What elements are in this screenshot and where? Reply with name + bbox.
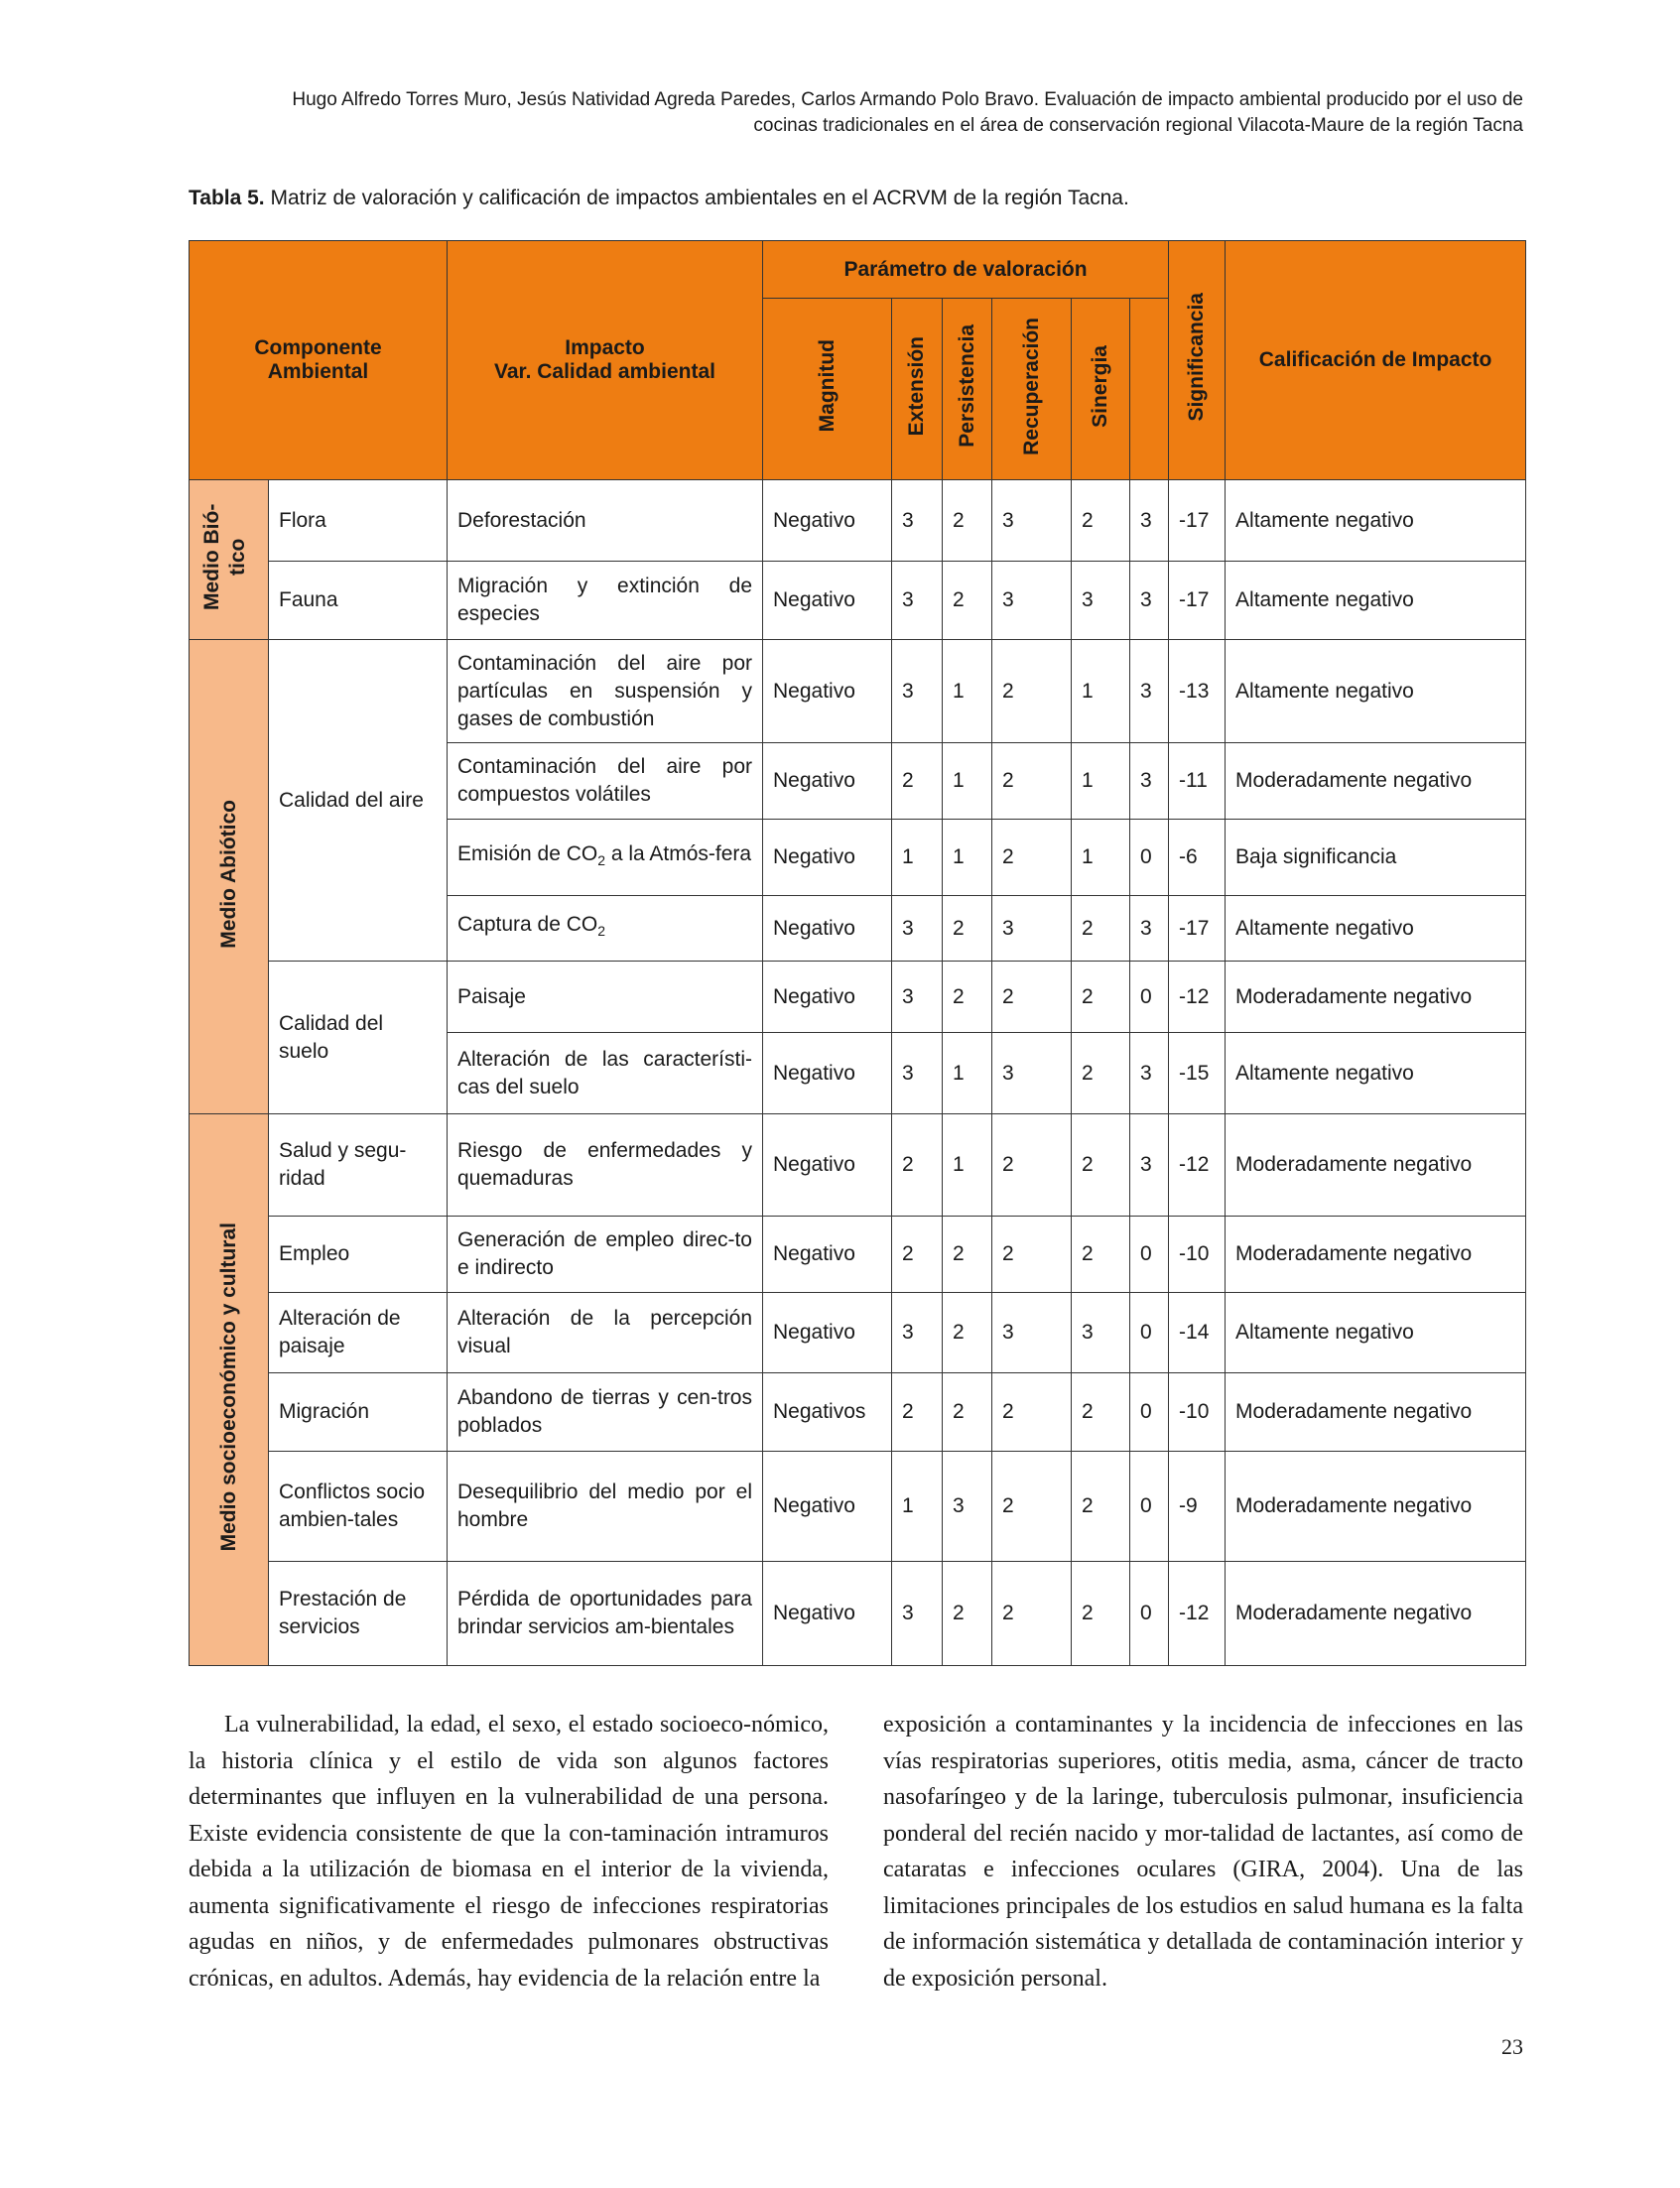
group-medio-biotico (190, 480, 269, 640)
magnitud-cell: Negativo (763, 1293, 892, 1373)
table-row (190, 1373, 1526, 1452)
sinergia-cell: 2 (1072, 1217, 1130, 1293)
table-caption-text: Matriz de valoración y calificación de impactos ambientales en el ACRVM de la región Tacna. (264, 187, 1129, 209)
header-recuperacion-label: Recuperación (1019, 317, 1043, 455)
persistencia-cell: 1 (943, 1033, 992, 1114)
impact-cell: Alteración de las característi-cas del suelo (448, 1033, 763, 1114)
persistencia-cell: 2 (943, 962, 992, 1033)
table-row (190, 562, 1526, 640)
impact-matrix-table (189, 240, 1526, 1666)
header-magnitud (763, 299, 892, 480)
impact-cell: Alteración de la percepción visual (448, 1293, 763, 1373)
sinergia-cell: 2 (1072, 896, 1130, 962)
group-medio-biotico-label: Medio Bió-tico (200, 503, 249, 610)
header-calificacion: Calificación de Impacto (1226, 241, 1526, 480)
persistencia-cell: 2 (943, 562, 992, 640)
extra-cell: 0 (1130, 962, 1169, 1033)
impact-cell: Deforestación (448, 480, 763, 562)
body-text-column-2: exposición a contaminantes y la incidencia de infecciones en las vías respiratorias superiores, otitis media, asma, cáncer de tracto nasofaríngeo y de la laringe, tuberculosis pulmonar, insuficiencia ponderal del recién nacido y mor-talidad de lactantes, así como de cataratas e infecciones oculares (GIRA, 2004). Una de las limitaciones principales de los estudios en salud humana es la falta de información sistemática y detallada de contaminación interior y de exposición personal. (883, 1712, 1523, 1992)
calificacion-cell: Altamente negativo (1226, 1033, 1526, 1114)
persistencia-cell: 1 (943, 640, 992, 743)
recuperacion-cell: 2 (992, 1217, 1072, 1293)
extension-cell: 2 (892, 1373, 943, 1452)
magnitud-cell: Negativo (763, 820, 892, 896)
table-row (190, 1217, 1526, 1293)
impact-cell (448, 896, 763, 962)
group-medio-abiotico (190, 640, 269, 1114)
calificacion-cell: Altamente negativo (1226, 1293, 1526, 1373)
persistencia-cell: 2 (943, 1562, 992, 1666)
impact-text-post: a la Atmós-fera (605, 841, 752, 865)
body-text-column-1: La vulnerabilidad, la edad, el sexo, el estado socioeco-nómico, la historia clínica y el estilo de vida son algunos factores determinantes que influyen en la vulnerabilidad de una persona. Existe evidencia consistente de que la con-taminación intramuros debida a la utilización de biomasa en el interior de la vivienda, aumenta significativamente el riesgo de infecciones respiratorias agudas en niños, y de enfermedades pulmonares obstructivas crónicas, en adultos. Además, hay evidencia de la relación entre la (189, 1712, 829, 1992)
sinergia-cell: 2 (1072, 1033, 1130, 1114)
persistencia-cell: 1 (943, 820, 992, 896)
extension-cell: 3 (892, 1293, 943, 1373)
magnitud-cell: Negativo (763, 1452, 892, 1562)
sinergia-cell: 2 (1072, 1373, 1130, 1452)
magnitud-cell: Negativo (763, 1033, 892, 1114)
sinergia-cell: 2 (1072, 962, 1130, 1033)
table-row (190, 1114, 1526, 1217)
component-alteracion-paisaje: Alteración de paisaje (269, 1293, 448, 1373)
extension-cell: 2 (892, 743, 943, 820)
recuperacion-cell: 2 (992, 962, 1072, 1033)
header-recuperacion (992, 299, 1072, 480)
component-servicios: Prestación de servicios (269, 1562, 448, 1666)
impact-cell: Paisaje (448, 962, 763, 1033)
component-calidad-suelo: Calidad del suelo (269, 962, 448, 1114)
persistencia-cell: 3 (943, 1452, 992, 1562)
extension-cell: 3 (892, 1033, 943, 1114)
impact-cell (448, 820, 763, 896)
significancia-cell: -17 (1169, 562, 1226, 640)
extra-cell: 0 (1130, 1452, 1169, 1562)
calificacion-cell: Moderadamente negativo (1226, 743, 1526, 820)
significancia-cell: -12 (1169, 1114, 1226, 1217)
sinergia-cell: 2 (1072, 1562, 1130, 1666)
impact-cell: Migración y extinción de especies (448, 562, 763, 640)
extension-cell: 3 (892, 562, 943, 640)
component-empleo: Empleo (269, 1217, 448, 1293)
extra-cell: 3 (1130, 640, 1169, 743)
extra-cell: 3 (1130, 1114, 1169, 1217)
component-migracion: Migración (269, 1373, 448, 1452)
sinergia-cell: 1 (1072, 640, 1130, 743)
extension-cell: 3 (892, 896, 943, 962)
impact-text-sub: 2 (597, 852, 606, 869)
running-header (189, 87, 1523, 139)
table-row (190, 1452, 1526, 1562)
extra-cell: 0 (1130, 1562, 1169, 1666)
significancia-cell: -6 (1169, 820, 1226, 896)
extra-cell: 0 (1130, 1217, 1169, 1293)
recuperacion-cell: 3 (992, 1033, 1072, 1114)
extra-cell: 0 (1130, 820, 1169, 896)
significancia-cell: -12 (1169, 1562, 1226, 1666)
impact-cell: Pérdida de oportunidades para brindar servicios am-bientales (448, 1562, 763, 1666)
recuperacion-cell: 3 (992, 896, 1072, 962)
impact-cell: Contaminación del aire por partículas en suspensión y gases de combustión (448, 640, 763, 743)
sinergia-cell: 2 (1072, 1114, 1130, 1217)
component-fauna: Fauna (269, 562, 448, 640)
extra-cell: 3 (1130, 896, 1169, 962)
recuperacion-cell: 2 (992, 1373, 1072, 1452)
header-impacto (448, 241, 763, 480)
impact-text-pre: Captura de CO (457, 913, 598, 937)
header-extension-label: Extensión (905, 335, 928, 437)
header-extension (892, 299, 943, 480)
header-significancia-label: Significancia (1185, 293, 1209, 422)
recuperacion-cell: 2 (992, 640, 1072, 743)
extra-cell: 0 (1130, 1293, 1169, 1373)
recuperacion-cell: 3 (992, 480, 1072, 562)
persistencia-cell: 1 (943, 1114, 992, 1217)
sinergia-cell: 1 (1072, 820, 1130, 896)
sinergia-cell: 3 (1072, 562, 1130, 640)
calificacion-cell: Baja significancia (1226, 820, 1526, 896)
significancia-cell: -9 (1169, 1452, 1226, 1562)
magnitud-cell: Negativo (763, 896, 892, 962)
extension-cell: 3 (892, 640, 943, 743)
extension-cell: 3 (892, 962, 943, 1033)
persistencia-cell: 2 (943, 480, 992, 562)
group-medio-socioeconomico (190, 1114, 269, 1666)
significancia-cell: -17 (1169, 480, 1226, 562)
sinergia-cell: 3 (1072, 1293, 1130, 1373)
calificacion-cell: Altamente negativo (1226, 896, 1526, 962)
impact-cell: Riesgo de enfermedades y quemaduras (448, 1114, 763, 1217)
header-impacto-line-2: Var. Calidad ambiental (494, 360, 715, 383)
calificacion-cell: Moderadamente negativo (1226, 962, 1526, 1033)
page-number: 23 (1501, 2034, 1523, 2059)
calificacion-cell: Moderadamente negativo (1226, 1452, 1526, 1562)
calificacion-cell: Moderadamente negativo (1226, 1373, 1526, 1452)
extra-cell: 3 (1130, 562, 1169, 640)
component-salud: Salud y segu-ridad (269, 1114, 448, 1217)
recuperacion-cell: 2 (992, 1562, 1072, 1666)
significancia-cell: -17 (1169, 896, 1226, 962)
persistencia-cell: 2 (943, 896, 992, 962)
table-caption-label: Tabla 5. (189, 187, 265, 209)
table-row (190, 1293, 1526, 1373)
sinergia-cell: 2 (1072, 480, 1130, 562)
component-calidad-aire: Calidad del aire (269, 640, 448, 962)
component-conflictos: Conflictos socio ambien-tales (269, 1452, 448, 1562)
header-blank (1130, 299, 1169, 480)
persistencia-cell: 2 (943, 1373, 992, 1452)
magnitud-cell: Negativo (763, 743, 892, 820)
magnitud-cell: Negativo (763, 562, 892, 640)
calificacion-cell: Altamente negativo (1226, 562, 1526, 640)
header-persistencia-label: Persistencia (955, 324, 978, 448)
extension-cell: 2 (892, 1114, 943, 1217)
header-persistencia (943, 299, 992, 480)
header-parametro: Parámetro de valoración (763, 241, 1169, 299)
recuperacion-cell: 2 (992, 1452, 1072, 1562)
impact-cell: Generación de empleo direc-to e indirecto (448, 1217, 763, 1293)
magnitud-cell: Negativo (763, 1217, 892, 1293)
group-medio-abiotico-label: Medio Abiótico (216, 799, 240, 949)
persistencia-cell: 2 (943, 1217, 992, 1293)
calificacion-cell: Altamente negativo (1226, 640, 1526, 743)
header-componente: Componente Ambiental (190, 241, 448, 480)
magnitud-cell: Negativo (763, 1562, 892, 1666)
running-header-line-1: Hugo Alfredo Torres Muro, Jesús Natividad Agreda Paredes, Carlos Armando Polo Bravo. Evaluación de impacto ambiental producido por el uso de (292, 89, 1523, 110)
extra-cell: 0 (1130, 1373, 1169, 1452)
extension-cell: 3 (892, 480, 943, 562)
magnitud-cell: Negativo (763, 640, 892, 743)
extension-cell: 2 (892, 1217, 943, 1293)
recuperacion-cell: 2 (992, 743, 1072, 820)
extra-cell: 3 (1130, 480, 1169, 562)
recuperacion-cell: 3 (992, 562, 1072, 640)
impact-text-pre: Emisión de CO (457, 841, 598, 865)
group-medio-socioeconomico-label: Medio socioeconómico y cultural (216, 1222, 240, 1552)
extension-cell: 3 (892, 1562, 943, 1666)
persistencia-cell: 2 (943, 1293, 992, 1373)
persistencia-cell: 1 (943, 743, 992, 820)
significancia-cell: -10 (1169, 1217, 1226, 1293)
component-flora: Flora (269, 480, 448, 562)
table-row (190, 480, 1526, 562)
extension-cell: 1 (892, 1452, 943, 1562)
header-magnitud-label: Magnitud (815, 339, 839, 433)
magnitud-cell: Negativo (763, 962, 892, 1033)
table-row (190, 1562, 1526, 1666)
extension-cell: 1 (892, 820, 943, 896)
impact-cell: Desequilibrio del medio por el hombre (448, 1452, 763, 1562)
sinergia-cell: 2 (1072, 1452, 1130, 1562)
impact-cell: Abandono de tierras y cen-tros poblados (448, 1373, 763, 1452)
sinergia-cell: 1 (1072, 743, 1130, 820)
table-row (190, 962, 1526, 1033)
significancia-cell: -14 (1169, 1293, 1226, 1373)
running-header-line-2: cocinas tradicionales en el área de conservación regional Vilacota-Maure de la región Tacna (753, 115, 1523, 136)
calificacion-cell: Moderadamente negativo (1226, 1114, 1526, 1217)
magnitud-cell: Negativo (763, 480, 892, 562)
significancia-cell: -10 (1169, 1373, 1226, 1452)
significancia-cell: -11 (1169, 743, 1226, 820)
table-caption (189, 187, 1129, 210)
recuperacion-cell: 2 (992, 820, 1072, 896)
significancia-cell: -13 (1169, 640, 1226, 743)
calificacion-cell: Moderadamente negativo (1226, 1562, 1526, 1666)
extra-cell: 3 (1130, 1033, 1169, 1114)
recuperacion-cell: 2 (992, 1114, 1072, 1217)
magnitud-cell: Negativos (763, 1373, 892, 1452)
impact-text-sub: 2 (597, 923, 606, 940)
significancia-cell: -15 (1169, 1033, 1226, 1114)
calificacion-cell: Moderadamente negativo (1226, 1217, 1526, 1293)
table-row (190, 640, 1526, 743)
header-significancia (1169, 241, 1226, 480)
recuperacion-cell: 3 (992, 1293, 1072, 1373)
header-sinergia-label: Sinergia (1089, 344, 1111, 428)
table-header-row (190, 241, 1526, 299)
header-sinergia (1072, 299, 1130, 480)
calificacion-cell: Altamente negativo (1226, 480, 1526, 562)
significancia-cell: -12 (1169, 962, 1226, 1033)
impact-cell: Contaminación del aire por compuestos volátiles (448, 743, 763, 820)
extra-cell: 3 (1130, 743, 1169, 820)
magnitud-cell: Negativo (763, 1114, 892, 1217)
header-impacto-line-1: Impacto (565, 336, 645, 359)
